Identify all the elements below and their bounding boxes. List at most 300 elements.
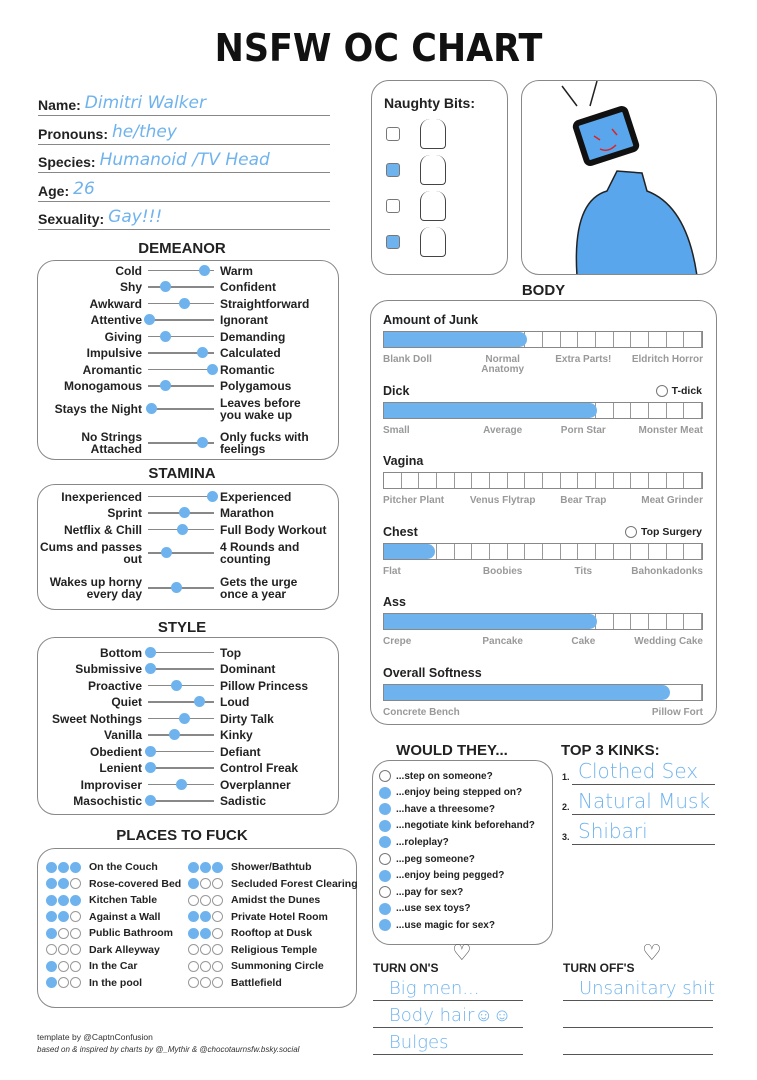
body-option-checkbox[interactable] bbox=[656, 385, 702, 397]
turn-offs-line bbox=[563, 1027, 713, 1028]
slider-row bbox=[38, 778, 338, 791]
scale-cell bbox=[490, 473, 508, 488]
flaming-heart-icon: ♡ bbox=[452, 940, 472, 965]
rating-circle[interactable] bbox=[70, 961, 81, 972]
slider-left-label: Aromantic bbox=[82, 362, 142, 377]
tick-label: Tits bbox=[574, 565, 593, 577]
place-label: Amidst the Dunes bbox=[231, 894, 321, 906]
rating-circle[interactable] bbox=[58, 928, 69, 939]
slider-handle[interactable] bbox=[177, 524, 188, 535]
field-value[interactable]: Humanoid /TV Head bbox=[99, 150, 270, 170]
rating-circle[interactable] bbox=[212, 911, 223, 922]
slider-right-label: Loud bbox=[220, 695, 250, 709]
anatomy-figure-icon bbox=[420, 191, 446, 221]
checkbox-circle[interactable] bbox=[625, 526, 637, 538]
slider-handle[interactable] bbox=[171, 582, 182, 593]
tick-label: Pillow Fort bbox=[651, 706, 703, 718]
slider-track[interactable] bbox=[148, 767, 214, 769]
would-they-item[interactable] bbox=[379, 870, 504, 882]
tick-label: Pitcher Plant bbox=[383, 495, 445, 506]
rating-circle[interactable] bbox=[46, 977, 57, 988]
slider-left-label: Vanilla bbox=[103, 728, 142, 742]
scale-cell bbox=[508, 544, 526, 559]
slider-left-label: Impulsive bbox=[86, 346, 142, 360]
would-they-item[interactable] bbox=[379, 820, 535, 832]
rating-circle[interactable] bbox=[200, 911, 211, 922]
slider-handle[interactable] bbox=[207, 364, 218, 375]
scale-cell bbox=[684, 614, 702, 629]
body-scale-bar[interactable] bbox=[383, 543, 703, 560]
slider-handle[interactable] bbox=[179, 507, 190, 518]
would-they-item[interactable] bbox=[379, 787, 522, 799]
body-scale-bar[interactable] bbox=[383, 472, 703, 489]
slider-row bbox=[38, 646, 338, 659]
slider-handle[interactable] bbox=[160, 380, 171, 391]
slider-handle[interactable] bbox=[179, 298, 190, 309]
slider-handle[interactable] bbox=[160, 331, 171, 342]
place-label: On the Couch bbox=[89, 861, 158, 873]
anatomy-figure-icon bbox=[420, 155, 446, 185]
slider-row bbox=[38, 490, 338, 503]
body-title: BODY bbox=[521, 282, 566, 299]
slider-handle[interactable] bbox=[197, 347, 208, 358]
slider-track[interactable] bbox=[148, 718, 214, 720]
anatomy-checkbox[interactable] bbox=[386, 235, 400, 249]
scale-cell bbox=[667, 332, 685, 347]
scale-cell bbox=[596, 614, 614, 629]
would-they-label: ...have a threesome? bbox=[396, 803, 495, 815]
slider-handle[interactable] bbox=[145, 746, 156, 757]
place-item bbox=[188, 977, 282, 989]
rating-circle[interactable] bbox=[70, 862, 81, 873]
slider-row bbox=[38, 663, 338, 676]
turn-offs-value[interactable]: Unsanitary shit bbox=[579, 978, 716, 999]
turn-ons-title: TURN ON'S bbox=[373, 961, 439, 975]
place-label: Against a Wall bbox=[89, 910, 161, 923]
checkbox-circle[interactable] bbox=[379, 820, 391, 832]
naughty-bits-box bbox=[371, 80, 508, 275]
checkbox-circle[interactable] bbox=[379, 886, 391, 898]
kink-value[interactable]: Clothed Sex bbox=[578, 759, 699, 783]
checkbox-circle[interactable] bbox=[379, 853, 391, 865]
place-item bbox=[188, 861, 312, 873]
kink-number: 2. bbox=[562, 802, 570, 812]
slider-track[interactable] bbox=[148, 286, 214, 288]
scale-ticks bbox=[383, 426, 703, 436]
kink-value[interactable]: Shibari bbox=[578, 819, 648, 843]
would-they-item[interactable] bbox=[379, 803, 495, 815]
would-they-item[interactable] bbox=[379, 903, 470, 915]
field-label: Species: bbox=[38, 154, 96, 170]
slider-row bbox=[38, 795, 338, 808]
rating-circle[interactable] bbox=[188, 895, 199, 906]
rating-circle[interactable] bbox=[46, 944, 57, 955]
slider-left-label: Monogamous bbox=[64, 379, 142, 393]
scale-cell bbox=[525, 544, 543, 559]
place-item bbox=[188, 878, 358, 890]
slider-track[interactable] bbox=[148, 303, 214, 305]
slider-handle[interactable] bbox=[207, 491, 218, 502]
slider-left-label: Attentive bbox=[90, 313, 142, 327]
rating-circle[interactable] bbox=[188, 911, 199, 922]
scale-cell bbox=[402, 473, 420, 488]
checkbox-circle[interactable] bbox=[379, 803, 391, 815]
slider-handle[interactable] bbox=[179, 713, 190, 724]
slider-track[interactable] bbox=[148, 369, 214, 371]
checkbox-circle[interactable] bbox=[656, 385, 668, 397]
slider-track[interactable] bbox=[148, 442, 214, 444]
profile-field[interactable] bbox=[38, 204, 330, 230]
scale-fill bbox=[384, 685, 670, 700]
rating-circle[interactable] bbox=[70, 977, 81, 988]
body-scale-bar[interactable] bbox=[383, 331, 703, 348]
slider-track[interactable] bbox=[148, 408, 214, 410]
scale-cell bbox=[684, 332, 702, 347]
checkbox-circle[interactable] bbox=[379, 870, 391, 882]
field-label: Name: bbox=[38, 97, 81, 113]
slider-right-label: Romantic bbox=[220, 362, 275, 377]
scale-cell bbox=[578, 332, 596, 347]
rating-circle[interactable] bbox=[58, 961, 69, 972]
slider-left-label: Netflix & Chill bbox=[63, 522, 142, 537]
slider-track[interactable] bbox=[148, 529, 214, 531]
rating-circle[interactable] bbox=[70, 911, 81, 922]
slider-row bbox=[38, 396, 338, 422]
kink-line bbox=[572, 844, 715, 845]
slider-track[interactable] bbox=[148, 319, 214, 321]
rating-circle[interactable] bbox=[200, 862, 211, 873]
scale-cell bbox=[614, 332, 632, 347]
rating-circle[interactable] bbox=[70, 944, 81, 955]
slider-row bbox=[38, 330, 338, 343]
kink-line bbox=[572, 814, 715, 815]
slider-handle[interactable] bbox=[197, 437, 208, 448]
checkbox-circle[interactable] bbox=[379, 919, 391, 931]
slider-handle[interactable] bbox=[145, 663, 156, 674]
anatomy-figure-icon bbox=[420, 119, 446, 149]
tick-label: Flat bbox=[383, 565, 401, 577]
slider-right-label: Warm bbox=[220, 263, 253, 278]
scale-fill bbox=[384, 332, 527, 347]
place-label: Dark Alleyway bbox=[89, 943, 160, 956]
turn-ons-value[interactable]: Body hair☺☺ bbox=[389, 1005, 512, 1026]
field-value[interactable]: 26 bbox=[73, 178, 95, 199]
demeanor-title: DEMEANOR bbox=[138, 240, 226, 257]
rating-circle[interactable] bbox=[200, 977, 211, 988]
slider-handle[interactable] bbox=[169, 729, 180, 740]
slider-track[interactable] bbox=[148, 668, 214, 670]
would-they-item[interactable] bbox=[379, 919, 495, 931]
would-they-label: ...step on someone? bbox=[396, 770, 493, 782]
slider-handle[interactable] bbox=[171, 680, 182, 691]
slider-handle[interactable] bbox=[144, 314, 155, 325]
turn-offs-title: TURN OFF'S bbox=[563, 961, 635, 975]
slider-track[interactable] bbox=[148, 512, 214, 514]
slider-handle[interactable] bbox=[145, 647, 156, 658]
body-scale-bar[interactable] bbox=[383, 684, 703, 701]
slider-row bbox=[38, 762, 338, 775]
place-label: Religious Temple bbox=[231, 943, 318, 956]
checkbox-circle[interactable] bbox=[379, 770, 391, 782]
body-scale-bar[interactable] bbox=[383, 613, 703, 630]
slider-right-label: Polygamous bbox=[220, 379, 292, 393]
rating-circle[interactable] bbox=[212, 928, 223, 939]
slider-row bbox=[38, 696, 338, 709]
profile-field[interactable] bbox=[38, 176, 330, 202]
scale-cell bbox=[384, 473, 402, 488]
place-label: Rose-covered Bed bbox=[89, 877, 182, 890]
place-item bbox=[188, 927, 312, 939]
rating-circle[interactable] bbox=[46, 862, 57, 873]
place-item bbox=[188, 944, 317, 956]
option-label: T-dick bbox=[671, 384, 702, 397]
character-illustration bbox=[522, 81, 717, 275]
place-label: Battlefield bbox=[231, 976, 282, 989]
page-title: NSFW OC CHART bbox=[214, 26, 543, 70]
scale-cell bbox=[649, 332, 667, 347]
slider-track[interactable] bbox=[148, 800, 214, 802]
body-bar-label: Dick bbox=[383, 383, 410, 398]
slider-track[interactable] bbox=[148, 734, 214, 736]
place-item bbox=[46, 927, 173, 939]
scale-fill bbox=[384, 544, 435, 559]
slider-track[interactable] bbox=[148, 352, 214, 354]
slider-left-label: Stays the Night bbox=[54, 402, 142, 416]
slider-right-label: Top bbox=[220, 645, 242, 660]
stamina-box bbox=[37, 484, 339, 610]
rating-circle[interactable] bbox=[70, 895, 81, 906]
scale-cell bbox=[614, 614, 632, 629]
tick-label: Venus Flytrap bbox=[469, 495, 536, 506]
slider-row bbox=[38, 679, 338, 692]
footer-credit: template by @CaptnConfusion bbox=[37, 1032, 153, 1042]
slider-row bbox=[38, 540, 338, 566]
kink-value[interactable]: Natural Musk bbox=[578, 789, 711, 813]
rating-circle[interactable] bbox=[70, 878, 81, 889]
field-value[interactable]: he/they bbox=[112, 121, 177, 142]
rating-circle[interactable] bbox=[46, 911, 57, 922]
slider-track[interactable] bbox=[148, 784, 214, 786]
would-they-box bbox=[372, 760, 553, 945]
turn-ons-value[interactable]: Big men... bbox=[389, 978, 480, 999]
tick-label: Pancake bbox=[482, 636, 523, 647]
kink-number: 1. bbox=[562, 772, 570, 782]
scale-cell bbox=[631, 544, 649, 559]
place-item bbox=[46, 911, 160, 923]
tick-label: Extra Parts! bbox=[555, 354, 612, 365]
place-item bbox=[46, 977, 142, 989]
profile-field[interactable] bbox=[38, 90, 330, 116]
rating-circle[interactable] bbox=[188, 977, 199, 988]
checkbox-circle[interactable] bbox=[379, 836, 391, 848]
rating-circle[interactable] bbox=[212, 944, 223, 955]
slider-track[interactable] bbox=[148, 751, 214, 753]
rating-circle[interactable] bbox=[200, 944, 211, 955]
scale-cell bbox=[684, 403, 702, 418]
rating-circle[interactable] bbox=[70, 928, 81, 939]
scale-cell bbox=[561, 473, 579, 488]
slider-track[interactable] bbox=[148, 652, 214, 654]
rating-circle[interactable] bbox=[212, 895, 223, 906]
rating-circle[interactable] bbox=[58, 911, 69, 922]
rating-circle[interactable] bbox=[188, 878, 199, 889]
slider-track[interactable] bbox=[148, 685, 214, 687]
checkbox-circle[interactable] bbox=[379, 903, 391, 915]
rating-circle[interactable] bbox=[212, 878, 223, 889]
field-label: Pronouns: bbox=[38, 125, 108, 142]
style-box bbox=[37, 637, 339, 815]
place-item bbox=[46, 960, 137, 972]
slider-row bbox=[38, 297, 338, 310]
rating-circle[interactable] bbox=[58, 878, 69, 889]
place-item bbox=[46, 894, 157, 906]
slider-handle[interactable] bbox=[176, 779, 187, 790]
would-they-item[interactable] bbox=[379, 770, 493, 782]
naughty-bits-title: Naughty Bits: bbox=[384, 95, 475, 111]
slider-row bbox=[38, 363, 338, 376]
body-scale-bar[interactable] bbox=[383, 402, 703, 419]
scale-cell bbox=[667, 473, 685, 488]
slider-right-label: Ignorant bbox=[220, 313, 268, 327]
rating-circle[interactable] bbox=[188, 944, 199, 955]
tick-label: Porn Star bbox=[560, 424, 606, 436]
anatomy-checkbox[interactable] bbox=[386, 199, 400, 213]
anatomy-checkbox[interactable] bbox=[386, 127, 400, 141]
slider-handle[interactable] bbox=[145, 795, 156, 806]
rating-circle[interactable] bbox=[200, 928, 211, 939]
place-label: Shower/Bathtub bbox=[231, 861, 312, 873]
slider-row bbox=[38, 347, 338, 360]
scale-cell bbox=[472, 544, 490, 559]
body-option-checkbox[interactable] bbox=[625, 526, 702, 538]
scale-cell bbox=[561, 544, 579, 559]
body-box bbox=[370, 300, 717, 725]
scale-cell bbox=[525, 332, 543, 347]
tick-label: Crepe bbox=[383, 636, 412, 647]
rating-circle[interactable] bbox=[188, 961, 199, 972]
slider-left-label: Shy bbox=[119, 280, 142, 294]
stamina-title: STAMINA bbox=[148, 465, 216, 482]
slider-left-label: Obedient bbox=[89, 744, 142, 759]
scale-cell bbox=[490, 544, 508, 559]
scale-ticks bbox=[383, 708, 703, 718]
slider-handle[interactable] bbox=[194, 696, 205, 707]
scale-cell bbox=[631, 332, 649, 347]
slider-handle[interactable] bbox=[199, 265, 210, 276]
slider-handle[interactable] bbox=[160, 281, 171, 292]
scale-cell bbox=[437, 544, 455, 559]
body-bar-label: Chest bbox=[383, 524, 418, 539]
place-item bbox=[46, 861, 158, 873]
slider-left-label: Wakes up horny every day bbox=[49, 575, 142, 601]
turn-ons-line bbox=[373, 1000, 523, 1001]
field-value[interactable]: Dimitri Walker bbox=[84, 93, 206, 113]
tick-label: Normal Anatomy bbox=[481, 354, 525, 375]
place-label: Private Hotel Room bbox=[231, 910, 328, 923]
slider-right-label: Dominant bbox=[220, 662, 276, 676]
slider-handle[interactable] bbox=[146, 403, 157, 414]
scale-cell bbox=[649, 403, 667, 418]
rating-circle[interactable] bbox=[58, 977, 69, 988]
rating-circle[interactable] bbox=[188, 928, 199, 939]
rating-circle[interactable] bbox=[212, 961, 223, 972]
footer-inspired: based on & inspired by charts by @_Mythir & @chocotaurnsfw.bsky.social bbox=[37, 1045, 300, 1054]
would-they-item[interactable] bbox=[379, 836, 449, 848]
slider-right-label: 4 Rounds and counting bbox=[220, 540, 300, 566]
scale-cell bbox=[543, 544, 561, 559]
rating-circle[interactable] bbox=[188, 862, 199, 873]
profile-field[interactable] bbox=[38, 147, 330, 173]
rating-circle[interactable] bbox=[212, 977, 223, 988]
field-value[interactable]: Gay!!! bbox=[108, 207, 163, 227]
anatomy-checkbox[interactable] bbox=[386, 163, 400, 177]
slider-track[interactable] bbox=[148, 552, 214, 554]
rating-circle[interactable] bbox=[46, 895, 57, 906]
would-they-item[interactable] bbox=[379, 853, 475, 865]
scale-cell bbox=[596, 544, 614, 559]
slider-right-label: Sadistic bbox=[220, 794, 267, 808]
rating-circle[interactable] bbox=[58, 862, 69, 873]
tick-label: Bear Trap bbox=[560, 495, 607, 506]
demeanor-box bbox=[37, 260, 339, 460]
turn-ons-value[interactable]: Bulges bbox=[389, 1032, 449, 1053]
scale-cell bbox=[472, 473, 490, 488]
slider-track[interactable] bbox=[148, 587, 214, 589]
tick-label: Monster Meat bbox=[638, 424, 703, 436]
place-label: Public Bathroom bbox=[89, 927, 174, 939]
body-bar-label: Amount of Junk bbox=[383, 313, 479, 327]
slider-track[interactable] bbox=[148, 701, 214, 703]
turn-offs-line bbox=[563, 1054, 713, 1055]
scale-cell bbox=[525, 473, 543, 488]
scale-cell bbox=[614, 403, 632, 418]
places-box bbox=[37, 848, 357, 1008]
slider-track[interactable] bbox=[148, 336, 214, 338]
profile-field[interactable] bbox=[38, 119, 330, 145]
scale-cell bbox=[684, 544, 702, 559]
slider-right-label: Defiant bbox=[220, 744, 261, 759]
scale-cell bbox=[631, 473, 649, 488]
checkbox-circle[interactable] bbox=[379, 787, 391, 799]
slider-left-label: Cums and passes out bbox=[39, 540, 142, 566]
field-label: Sexuality: bbox=[38, 211, 105, 227]
rating-circle[interactable] bbox=[46, 878, 57, 889]
slider-track[interactable] bbox=[148, 270, 214, 272]
rating-circle[interactable] bbox=[46, 928, 57, 939]
rating-circle[interactable] bbox=[58, 944, 69, 955]
rating-circle[interactable] bbox=[200, 878, 211, 889]
scale-cell bbox=[649, 544, 667, 559]
would-they-label: ...peg someone? bbox=[396, 853, 475, 865]
rating-circle[interactable] bbox=[58, 895, 69, 906]
slider-right-label: Demanding bbox=[220, 329, 286, 344]
rating-circle[interactable] bbox=[200, 895, 211, 906]
slider-handle[interactable] bbox=[161, 547, 172, 558]
rating-circle[interactable] bbox=[212, 862, 223, 873]
tick-label: Average bbox=[483, 424, 523, 436]
slider-track[interactable] bbox=[148, 385, 214, 387]
place-label: Summoning Circle bbox=[231, 960, 324, 972]
scale-cell bbox=[649, 614, 667, 629]
slider-handle[interactable] bbox=[145, 762, 156, 773]
place-item bbox=[188, 911, 328, 923]
option-label: Top Surgery bbox=[640, 525, 702, 538]
rating-circle[interactable] bbox=[200, 961, 211, 972]
would-they-item[interactable] bbox=[379, 886, 463, 898]
rating-circle[interactable] bbox=[46, 961, 57, 972]
slider-track[interactable] bbox=[148, 496, 214, 498]
scale-cell bbox=[684, 473, 702, 488]
